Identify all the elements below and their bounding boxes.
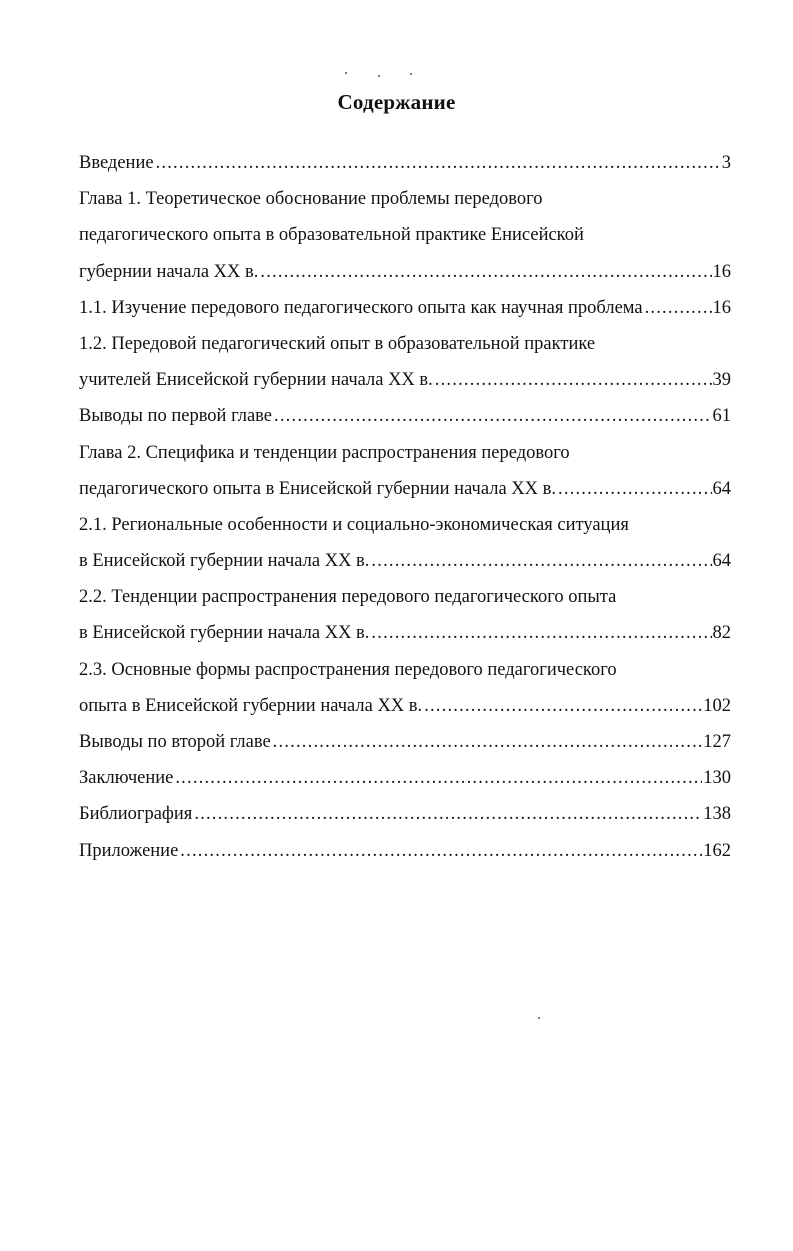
toc-page-number: 61: [712, 406, 731, 427]
dot-leader: [645, 290, 712, 326]
toc-entry-text: Глава 2. Специфика и тенденции распространения передового: [79, 442, 570, 463]
toc-entry: [79, 398, 731, 434]
toc-entry-text: 2.2. Тенденции распространения передового педагогического опыта: [79, 587, 617, 608]
toc-entry: [79, 290, 731, 326]
toc-entry: [79, 217, 731, 253]
toc-entry: [79, 254, 731, 290]
scan-speck: [538, 1017, 540, 1019]
toc-entry: [79, 435, 731, 471]
toc-entry: [79, 615, 731, 651]
toc-entry: [79, 724, 731, 760]
toc-page-number: 39: [712, 370, 731, 391]
toc-page-number: 130: [703, 768, 731, 789]
toc-entry: [79, 471, 731, 507]
dot-leader: [273, 724, 703, 760]
table-of-contents: [79, 145, 731, 869]
toc-entry: [79, 579, 731, 615]
scan-speck: [410, 73, 412, 75]
toc-entry: [79, 181, 731, 217]
toc-entry-text: педагогического опыта в Енисейской губернии начала XX в.: [79, 478, 556, 499]
toc-entry-text: 2.3. Основные формы распространения передового педагогического: [79, 659, 617, 680]
toc-entry-text: Выводы по второй главе: [79, 732, 271, 752]
toc-entry-text: в Енисейской губернии начала XX в.: [79, 551, 370, 572]
dot-leader: [435, 362, 712, 398]
scan-speck: [345, 72, 347, 74]
page-title: Содержание: [337, 90, 456, 114]
toc-entry: [79, 833, 731, 869]
toc-entry: [79, 760, 731, 796]
toc-entry-text: педагогического опыта в образовательной практике Енисейской: [79, 225, 584, 246]
toc-entry-text: 1.2. Передовой педагогический опыт в образовательной практике: [79, 333, 596, 354]
dot-leader: [194, 796, 702, 832]
toc-entry-text: Заключение: [79, 768, 174, 789]
toc-page-number: 82: [712, 623, 731, 644]
toc-entry-text: учителей Енисейской губернии начала XX в.: [79, 370, 433, 391]
toc-entry: [79, 796, 731, 832]
toc-entry-text: опыта в Енисейской губернии начала XX в.: [79, 695, 423, 716]
dot-leader: [371, 543, 711, 579]
scan-speck: [378, 75, 380, 77]
dot-leader: [371, 615, 711, 651]
toc-page-number: 64: [712, 551, 731, 572]
toc-entry-text: 1.1. Изучение передового педагогического опыта как научная проблема: [79, 297, 643, 318]
toc-entry-text: Приложение: [79, 840, 179, 861]
dot-leader: [274, 398, 711, 434]
toc-entry-text: Выводы по первой главе: [79, 406, 273, 427]
toc-entry: [79, 543, 731, 579]
toc-page-number: 16: [712, 261, 731, 282]
toc-page-number: 3: [721, 153, 731, 173]
toc-entry-text: губернии начала XX в.: [79, 261, 259, 282]
toc-page-number: 162: [703, 840, 731, 861]
toc-page-number: 102: [703, 695, 731, 716]
dot-leader: [260, 254, 711, 290]
dot-leader: [558, 471, 712, 507]
toc-entry: [79, 362, 731, 398]
toc-page-number: 16: [712, 297, 731, 318]
toc-entry-text: Введение: [79, 153, 154, 173]
toc-page-number: 127: [703, 732, 731, 752]
toc-entry: [79, 326, 731, 362]
toc-page-number: 64: [712, 478, 731, 499]
toc-entry-text: Библиография: [79, 804, 193, 825]
toc-entry: [79, 145, 731, 181]
toc-entry-text: 2.1. Региональные особенности и социально-экономическая ситуация: [79, 514, 629, 535]
dot-leader: [180, 833, 702, 869]
toc-entry-text: Глава 1. Теоретическое обоснование проблемы передового: [79, 189, 543, 210]
toc-page-number: 138: [703, 804, 731, 825]
toc-entry: [79, 652, 731, 688]
toc-entry: [79, 507, 731, 543]
dot-leader: [156, 145, 721, 181]
dot-leader: [424, 688, 702, 724]
dot-leader: [175, 760, 702, 796]
toc-entry-text: в Енисейской губернии начала XX в.: [79, 623, 370, 644]
toc-entry: [79, 688, 731, 724]
